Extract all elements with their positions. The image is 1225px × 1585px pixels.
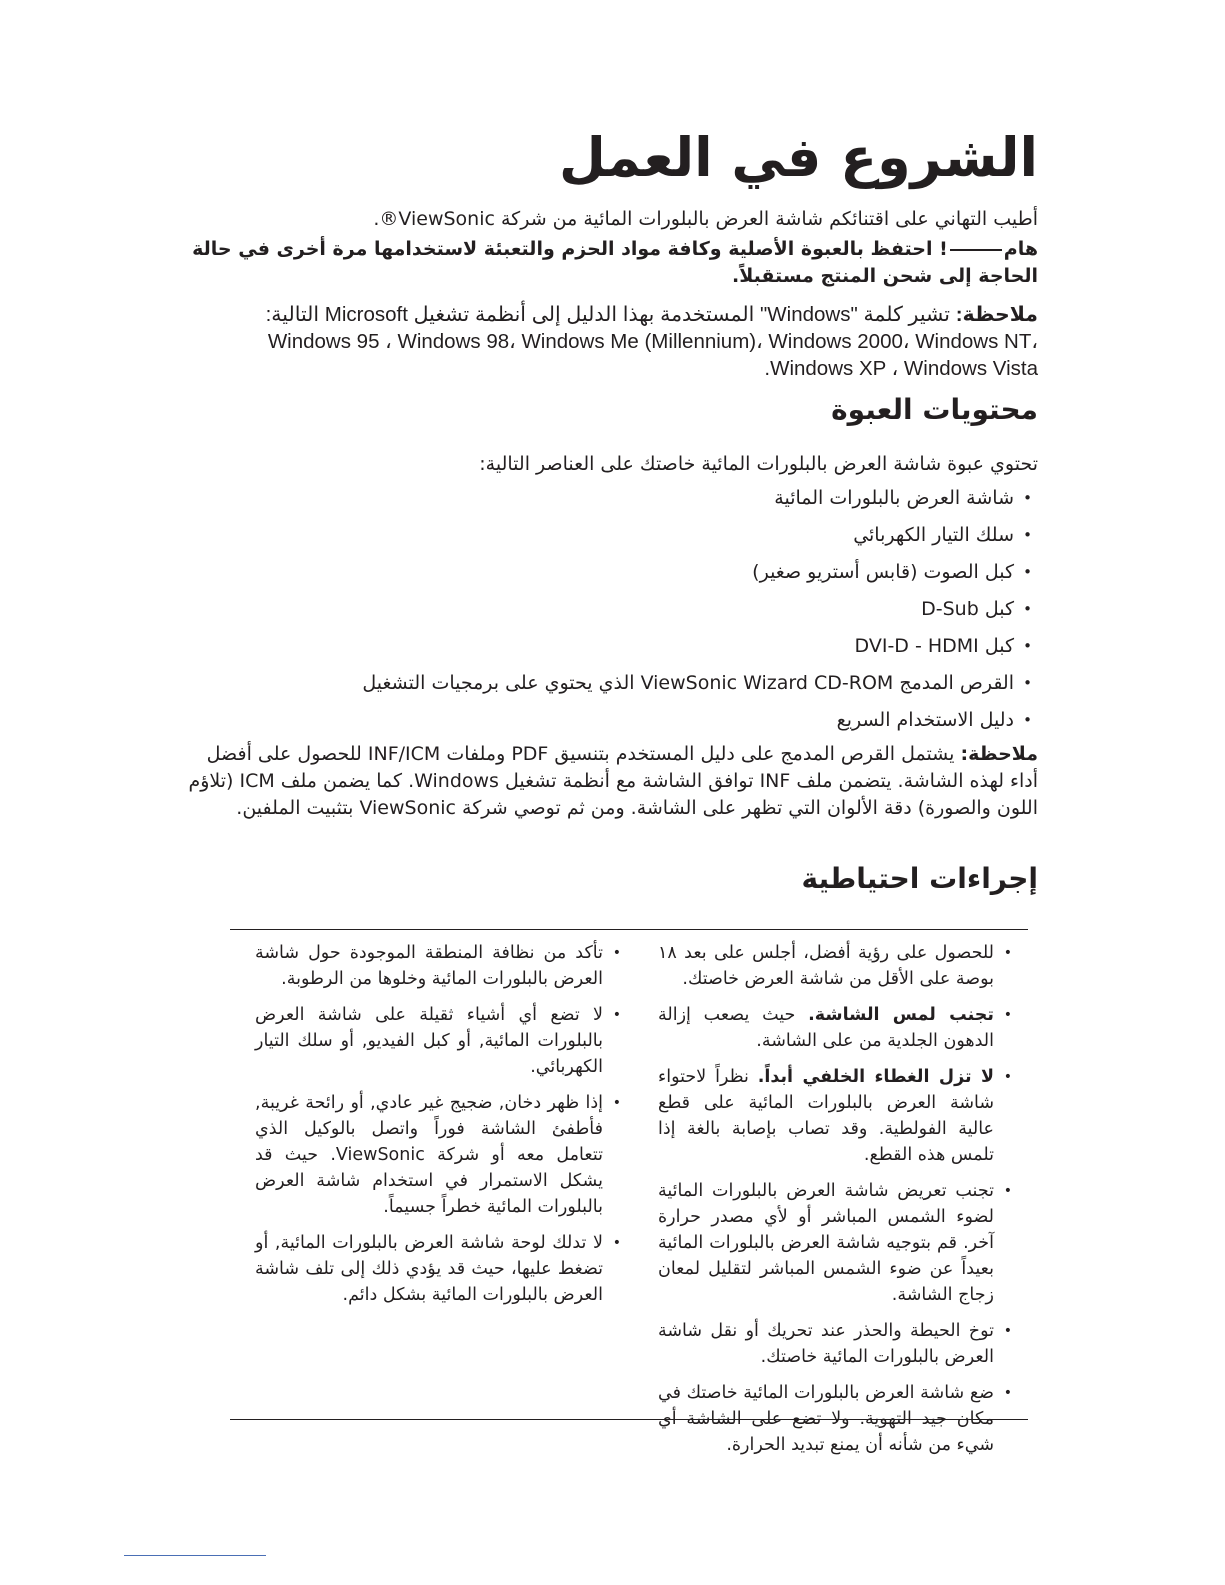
footer-line — [124, 1555, 266, 1556]
item-bold: لا تزل الغطاء الخلفي أبداً. — [757, 1067, 994, 1087]
note-text: تشير كلمة "Windows" المستخدمة بهذا الدليل إلى أنظمة تشغيل Microsoft التالية: Windows 95 ، Windows 98، Windows Me (Millennium)، Windows 2000، Windows NT، Windows XP ، Windows Vista. — [265, 303, 1038, 380]
page-title: الشروع في العمل — [558, 126, 1038, 189]
item-text: ضع شاشة العرض بالبلورات المائية خاصتك في مكان جيد التهوية. ولا تضع على الشاشة أي شيء من شأنه أن يمنع تبديد الحرارة. — [658, 1383, 994, 1455]
list-item — [658, 1064, 1008, 1168]
list-item: • سلك التيار الكهربائي — [188, 522, 1028, 559]
precautions-left-column — [255, 940, 617, 1318]
item-text: حيث يصعب إزالة الدهون الجلدية من على الشاشة. — [658, 1005, 994, 1051]
list-item — [658, 1002, 1008, 1054]
list-item: • لا تضع أي أشياء ثقيلة على شاشة العرض بالبلورات المائية, أو كبل الفيديو, أو سلك التيار الكهربائي. — [255, 1002, 617, 1080]
cd-note — [183, 741, 1038, 822]
package-intro: تحتوي عبوة شاشة العرض بالبلورات المائية خاصتك على العناصر التالية: — [479, 453, 1038, 475]
warning-underline — [950, 249, 1002, 251]
important-warning — [183, 236, 1038, 290]
list-item — [658, 940, 1008, 992]
list-item: • كبل الصوت (قابس أستريو صغير) — [188, 559, 1028, 596]
note-label: ملاحظة: — [960, 743, 1038, 765]
list-item: • لا تدلك لوحة شاشة العرض بالبلورات المائية, أو تضغط عليها، حيث قد يؤدي ذلك إلى تلف شاشة العرض بالبلورات المائية بشكل دائم. — [255, 1230, 617, 1308]
note-label: ملاحظة: — [955, 303, 1038, 326]
list-item — [658, 1318, 1008, 1370]
list-item: • شاشة العرض بالبلورات المائية — [188, 485, 1028, 522]
list-item — [658, 1178, 1008, 1308]
precautions-right-column — [658, 940, 1008, 1468]
warning-text: ! احتفظ بالعبوة الأصلية وكافة مواد الحزم والتعبئة لاستخدامها مرة أخرى في حالة الحاجة إلى شحن المنتج مستقبلاً. — [192, 238, 1038, 287]
note-text: يشتمل القرص المدمج على دليل المستخدم بتنسيق PDF وملفات INF/ICM للحصول على أفضل أداء لهذه الشاشة. يتضمن ملف INF توافق الشاشة مع أنظمة تشغيل Windows. كما يضمن ملف ICM (تلاؤم اللون والصورة) دقة الألوان التي تظهر على الشاشة. ومن ثم توصي شركة ViewSonic بتثبيت الملفين. — [188, 743, 1038, 819]
list-item: • دليل الاستخدام السريع — [188, 707, 1028, 744]
package-contents-list — [188, 485, 1028, 744]
warning-label: هام — [1003, 238, 1038, 260]
list-item: • القرص المدمج ViewSonic Wizard CD-ROM الذي يحتوي على برمجيات التشغيل — [188, 670, 1028, 707]
list-item: • كبل DVI-D - HDMI — [188, 633, 1028, 670]
congratulations-text: أطيب التهاني على اقتنائكم شاشة العرض بالبلورات المائية من شركة ViewSonic®. — [373, 208, 1038, 230]
windows-note — [183, 301, 1038, 382]
list-item: • تأكد من نظافة المنطقة الموجودة حول شاشة العرض بالبلورات المائية وخلوها من الرطوبة. — [255, 940, 617, 992]
item-bold: تجنب لمس الشاشة. — [808, 1005, 994, 1025]
list-item: • كبل D-Sub — [188, 596, 1028, 633]
item-text: تجنب تعريض شاشة العرض بالبلورات المائية لضوء الشمس المباشر أو لأي مصدر حرارة آخر. قم بتوجيه شاشة العرض بالبلورات المائية بعيداً عن ضوء الشمس المباشر لتقليل لمعان زجاج الشاشة. — [658, 1181, 994, 1305]
package-heading: محتويات العبوة — [831, 393, 1038, 426]
precautions-heading: إجراءات احتياطية — [801, 862, 1038, 895]
divider — [230, 1419, 1028, 1420]
item-text: للحصول على رؤية أفضل، أجلس على بعد ١٨ بوصة على الأقل من شاشة العرض خاصتك. — [658, 943, 994, 989]
item-text: نظراً لاحتواء شاشة العرض بالبلورات المائية على قطع عالية الفولطية. وقد تصاب بإصابة بالغة إذا تلمس هذه القطع. — [658, 1067, 994, 1165]
item-text: توخ الحيطة والحذر عند تحريك أو نقل شاشة العرض بالبلورات المائية خاصتك. — [658, 1321, 994, 1367]
divider — [230, 929, 1028, 930]
list-item: • إذا ظهر دخان, ضجيج غير عادي, أو رائحة غريبة, فأطفئ الشاشة فوراً واتصل بالوكيل الذي تتعامل معه أو شركة ViewSonic. حيث قد يشكل الاستمرار في استخدام شاشة العرض بالبلورات المائية خطراً جسيماً. — [255, 1090, 617, 1220]
